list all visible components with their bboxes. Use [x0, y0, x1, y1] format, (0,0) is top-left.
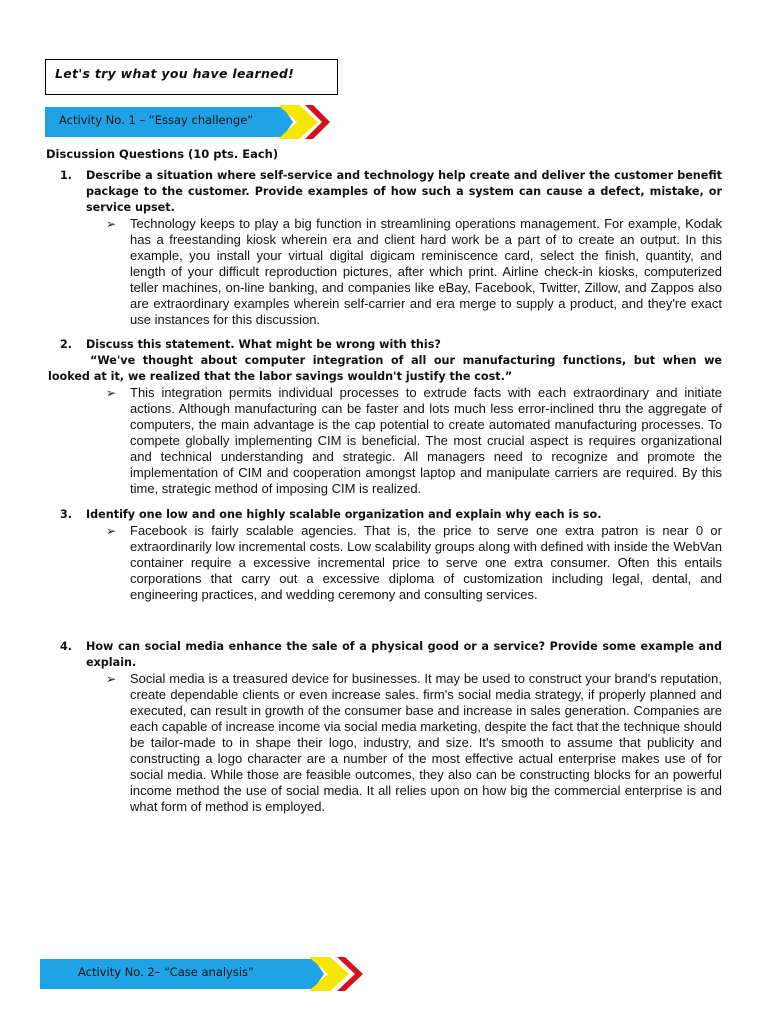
discussion-title: Discussion Questions (10 pts. Each) [46, 147, 279, 161]
question-1 [60, 168, 722, 216]
question-text: Identify one low and one highly scalable organization and explain why each is so. [86, 508, 602, 521]
arrow-bullet-icon: ➢ [106, 524, 117, 538]
answer-1 [106, 216, 722, 328]
activity-banner-1 [45, 104, 331, 140]
header-box [45, 59, 338, 95]
questions-list [48, 168, 722, 815]
banner-label: Activity No. 1 – “Essay challenge” [59, 113, 254, 127]
question-number: 3. [60, 508, 73, 521]
question-text: Describe a situation where self-service and technology help create and deliver the customer benefit package to the customer. Provide examples of how such a system can cause a defect, mistake, or service upset. [86, 169, 722, 214]
banner-label: Activity No. 2– “Case analysis” [78, 965, 254, 979]
arrow-bullet-icon: ➢ [106, 217, 117, 231]
question-text: Discuss this statement. What might be wrong with this? [86, 338, 441, 351]
question-2 [60, 337, 722, 353]
answer-2 [106, 385, 722, 497]
answer-3 [106, 523, 722, 603]
answer-text: This integration permits individual processes to extrude facts with each extraordinary and initiate actions. Although manufacturing can be faster and lots much less error-inclined thru the aggregate of computers, the main advantage is the cap potential to create automated manufacturing processes. To compete globally implementing CIM is beneficial. The most crucial aspect is requires organizational and technical understanding and strategic. All managers need to recognize and promote the implementation of CIM and cooperation amongst laptop and manipulate carriers are required. By this time, strategic method of imposing CIM is realized. [130, 385, 722, 496]
answer-text: Facebook is fairly scalable agencies. That is, the price to serve one extra patron is near 0 or extraordinarily low incremental costs. Low scalability groups along with defined with inside the WebVan container require a excessive incremental price to serve one extra consumer. Often this entails corporations that carry out a excessive diploma of customization including legal, dental, and engineering practices, and wedding ceremony and consulting services. [130, 523, 722, 602]
question-text: How can social media enhance the sale of a physical good or a service? Provide some example and explain. [86, 640, 722, 669]
activity-banner-2 [40, 956, 364, 992]
question-quote: “We've thought about computer integration of all our manufacturing functions, but when we looked at it, we realized that the labor savings wouldn't justify the cost.” [48, 354, 722, 383]
answer-text: Technology keeps to play a big function in streamlining operations management. For example, Kodak has a freestanding kiosk wherein era and client hard work be a part of to create an output. In this example, you install your virtual digital digicam reminiscence card, select the finish, quantity, and length of your difficult reproduction pictures, after which print. Airline check-in kiosks, computerized teller machines, on-line banking, and companies like eBay, Facebook, Twitter, Zillow, and Zappos also are extraordinary examples wherein self-carrier and era merge to supply a product, and they're exact use instances for this discussion. [130, 216, 722, 327]
arrow-bullet-icon: ➢ [106, 386, 117, 400]
header-title: Let's try what you have learned! [55, 66, 295, 81]
question-number: 1. [60, 169, 73, 182]
answer-text: Social media is a treasured device for businesses. It may be used to construct your brand's reputation, create dependable clients or even increase sales. firm's social media strategy, if properly planned and executed, can result in growth of the consumer base and increase in sales generation. Companies are each capable of increase income via social media marketing, despite the fact that the technique should be tailor-made to in shape their logo, industry, and size. It's smooth to assume that publicity and constructing a logo character are a number of the most effective actual enterprise makes use of for social media. While those are feasible outcomes, they also can be constructing blocks for an powerful income method the use of social media. It all relies upon on how big the commercial enterprise is and what form of method is employed. [130, 671, 722, 814]
question-4 [60, 639, 722, 671]
question-3 [60, 507, 722, 523]
arrow-bullet-icon: ➢ [106, 672, 117, 686]
answer-4 [106, 671, 722, 815]
question-number: 2. [60, 338, 73, 351]
question-number: 4. [60, 640, 73, 653]
